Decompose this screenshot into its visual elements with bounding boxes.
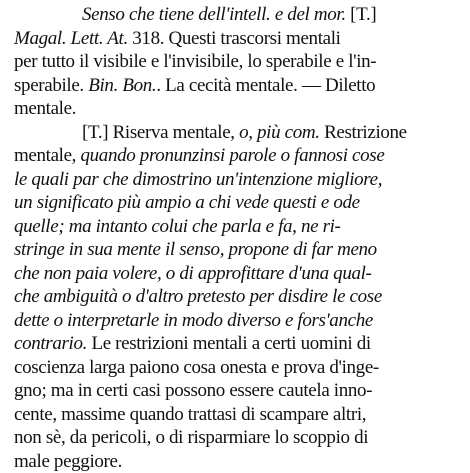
text-line <box>14 3 462 27</box>
text-segment: coscienza larga paiono cosa onesta e prova d'inge- <box>14 357 379 378</box>
italic-text-segment: o, più com. <box>239 122 320 143</box>
italic-text-segment: che non paia volere, o di approfittare d'una qual- <box>14 263 372 284</box>
entry-heading-line <box>14 121 462 145</box>
text-line <box>14 262 462 286</box>
text-line <box>14 27 462 51</box>
text-segment: Restrizione <box>320 122 407 143</box>
italic-text-segment: stringe in sua mente il senso, propone di far meno <box>14 239 377 260</box>
italic-text-segment: quelle; ma intanto colui che parla e fa, ne ri- <box>14 216 341 237</box>
text-segment: Le restrizioni mentali a certi uomini di <box>91 333 370 354</box>
italic-text-segment: le quali par che dimostrino un'intenzione migliore, <box>14 169 382 190</box>
italic-text-segment: quando pronunzinsi parole o fannosi cose <box>81 145 385 166</box>
text-segment: sperabile. <box>14 75 88 96</box>
text-segment: [T.] <box>350 4 376 25</box>
text-segment: . La cecità mentale. — Diletto <box>156 75 375 96</box>
text-line <box>14 285 462 309</box>
text-line <box>14 215 462 239</box>
text-segment: [T.] Riserva mentale, <box>82 122 239 143</box>
text-segment: 318. Questi trascorsi mentali <box>132 28 340 49</box>
italic-text-segment: dette o interpretarle in modo diverso e fors'anche <box>14 310 373 331</box>
text-segment: per tutto il visibile e l'invisibile, lo sperabile e l'in- <box>14 51 376 72</box>
text-line <box>14 309 462 333</box>
text-line <box>14 450 462 473</box>
italic-text-segment: un significato più ampio a chi vede questi e ode <box>14 192 360 213</box>
text-segment: non sè, da pericoli, o di risparmiare lo scoppio di <box>14 427 368 448</box>
text-line <box>14 379 462 403</box>
text-line <box>14 50 462 74</box>
text-segment: cente, massime quando trattasi di scampare altri, <box>14 404 366 425</box>
text-line <box>14 403 462 427</box>
text-line <box>14 74 462 98</box>
dictionary-page <box>14 3 462 473</box>
text-line <box>14 332 462 356</box>
text-line <box>14 168 462 192</box>
text-line <box>14 238 462 262</box>
text-line <box>14 97 462 121</box>
text-line <box>14 356 462 380</box>
italic-text-segment: Bin. Bon. <box>88 75 156 96</box>
italic-text-segment: Senso che tiene dell'intell. e del mor. <box>82 4 350 25</box>
italic-text-segment: che ambiguità o d'altro pretesto per disdire le cose <box>14 286 382 307</box>
text-line <box>14 191 462 215</box>
italic-text-segment: contrario. <box>14 333 91 354</box>
text-line <box>14 144 462 168</box>
italic-text-segment: Magal. Lett. At. <box>14 28 132 49</box>
text-segment: mentale, <box>14 145 81 166</box>
text-segment: male peggiore. <box>14 451 122 472</box>
text-segment: gno; ma in certi casi possono essere cautela inno- <box>14 380 372 401</box>
text-segment: mentale. <box>14 98 76 119</box>
